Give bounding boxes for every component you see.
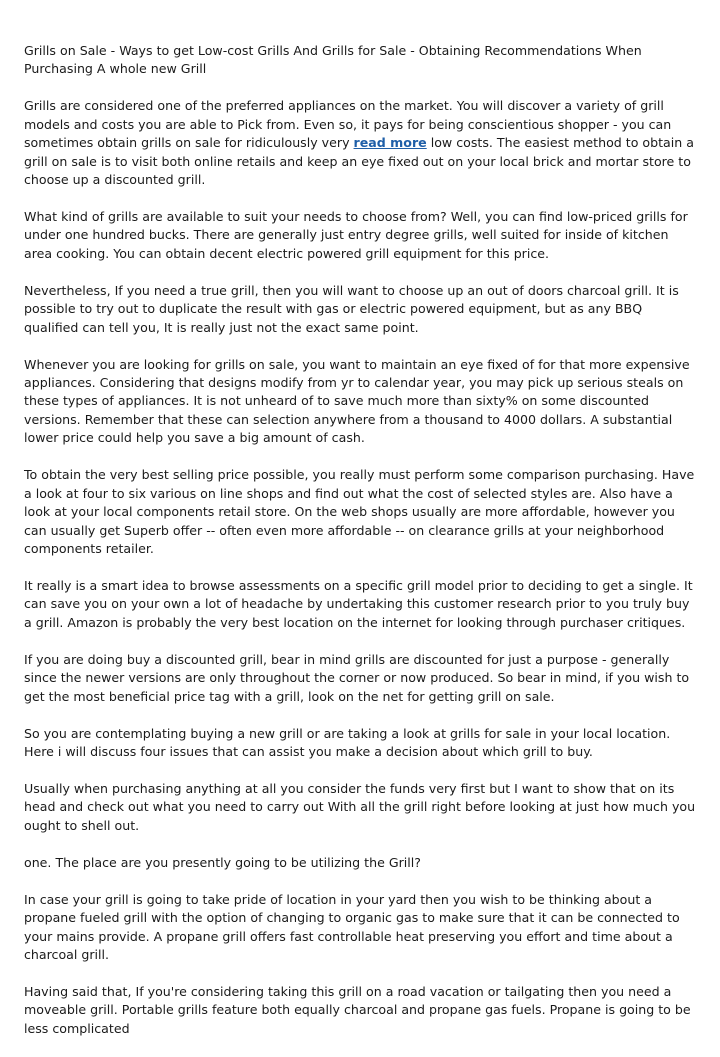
paragraph: Whenever you are looking for grills on sale, you want to maintain an eye fixed of for that more expensive appliances. Considering that designs modify from yr to calendar year, you may pick up serious steals on these types of appliances. It is not unheard of to save much more than sixty% on some discounted versions. Remember that these can selection anywhere from a thousand to 4000 dollars. A substantial lower price could help you save a big amount of cash. bbox=[24, 356, 690, 446]
paragraph: In case your grill is going to take pride of location in your yard then you wish to be thinking about a propane fueled grill with the option of changing to organic gas to make sure that it can be connected to your mains provide. A propane grill offers fast controllable heat preserving you effort and time about a charcoal grill. bbox=[24, 891, 680, 962]
intro-text-before-link: Grills are considered one of the preferred appliances on the market. You will discover a variety of grill models and costs you are able to Pick from. Even so, it pays for being conscientious shopper - you can sometimes obtain grills on sale for ridiculously very bbox=[24, 98, 672, 151]
paragraph: It really is a smart idea to browse assessments on a specific grill model prior to deciding to get a single. It can save you on your own a lot of headache by undertaking this customer research prior to you truly buy a grill. Amazon is probably the very best location on the internet for looking through purchaser critiques. bbox=[24, 577, 693, 630]
paragraph: To obtain the very best selling price possible, you really must perform some comparison purchasing. Have a look at four to six various on line shops and find out what the cost of selected styles are. Also have a look at your local components retail store. On the web shops usually are more affordable, however you can usually get Superb offer -- often even more affordable -- on clearance grills at your neighborhood components retailer. bbox=[24, 467, 695, 556]
paragraph: If you are doing buy a discounted grill, bear in mind grills are discounted for just a purpose - generally since the newer versions are only throughout the corner or now produced. So bear in mind, if you wish to get the most beneficial price tag with a grill, look on the net for getting grill on sale. bbox=[24, 651, 690, 704]
paragraph: Having said that, If you're considering taking this grill on a road vacation or tailgating then you need a moveable grill. Portable grills feature both equally charcoal and propane gas fuels. Propane is going to be less complicated bbox=[24, 983, 691, 1036]
paragraph: Nevertheless, If you need a true grill, then you will want to choose up an out of doors charcoal grill. It is possible to try out to duplicate the result with gas or electric powered equipment, but as any BBQ qualified can tell you, It is really just not the exact same point. bbox=[24, 282, 679, 335]
paragraph: Usually when purchasing anything at all you consider the funds very first but I want to show that on its head and check out what you need to carry out With all the grill right before looking at just how much you ought to shell out. bbox=[24, 780, 696, 833]
paragraph: What kind of grills are available to suit your needs to choose from? Well, you can find low-priced grills for under one hundred bucks. There are generally just entry degree grills, well suited for inside of kitchen area cooking. You can obtain decent electric powered grill equipment for this price. bbox=[24, 209, 688, 261]
intro-text-after-link: low costs. The easiest method to obtain a grill on sale is to visit both online retails and keep an eye fixed out on your local brick and mortar store to choose up a discounted grill. bbox=[24, 135, 694, 188]
document-title: Grills on Sale - Ways to get Low-cost Grills And Grills for Sale - Obtaining Recommendations When Purchasing A whole new Grill bbox=[24, 43, 642, 77]
document-body bbox=[24, 42, 700, 1057]
paragraph: So you are contemplating buying a new grill or are taking a look at grills for sale in your local location. Here i will discuss four issues that can assist you make a decision about which grill to buy. bbox=[24, 725, 671, 759]
read-more-link[interactable]: read more bbox=[353, 135, 427, 151]
paragraph: one. The place are you presently going to be utilizing the Grill? bbox=[24, 854, 421, 870]
paragraph-intro bbox=[24, 97, 700, 189]
